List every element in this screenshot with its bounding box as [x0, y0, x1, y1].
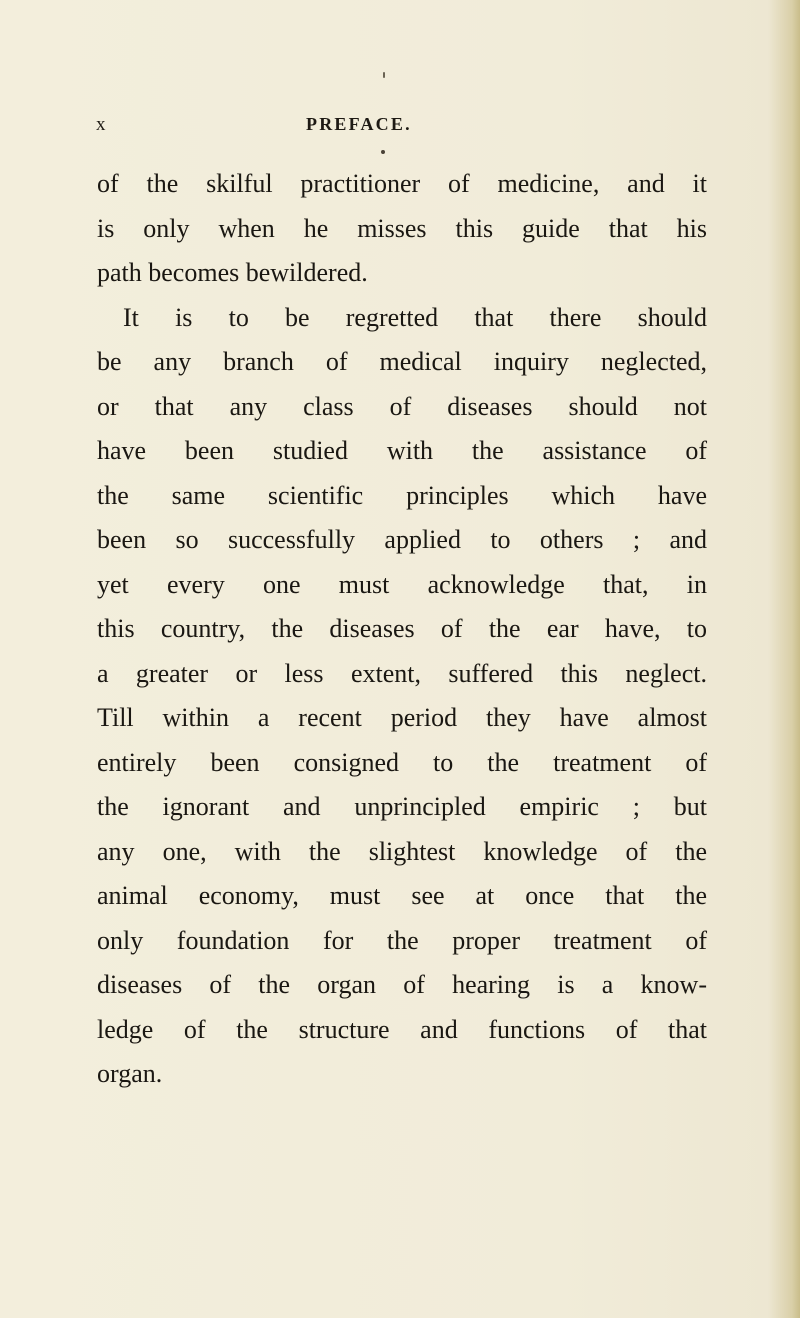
text-line: path becomes bewildered.	[97, 258, 368, 287]
text-line: animal economy, must see at once that the	[97, 881, 707, 910]
text-line: been so successfully applied to others ; and	[97, 525, 707, 554]
text-line: diseases of the organ of hearing is a know-	[97, 970, 707, 999]
text-line: a greater or less extent, suffered this neglect.	[97, 658, 707, 688]
text-line: be any branch of medical inquiry neglected,	[97, 347, 707, 376]
print-speck	[381, 150, 385, 154]
text-line: Till within a recent period they have almost	[97, 703, 707, 732]
text-line: It is to be regretted that there should	[123, 302, 707, 332]
page-number: x	[96, 114, 106, 135]
text-line: or that any class of diseases should not	[97, 391, 707, 421]
text-line: this country, the diseases of the ear have, to	[97, 614, 707, 643]
print-speck	[383, 72, 385, 78]
text-line: organ.	[97, 1059, 163, 1088]
text-line: yet every one must acknowledge that, in	[97, 569, 707, 599]
text-line: is only when he misses this guide that his	[97, 213, 707, 243]
text-line: of the skilful practitioner of medicine, and it	[97, 169, 707, 198]
running-title: PREFACE.	[306, 114, 412, 134]
text-line: any one, with the slightest knowledge of the	[97, 836, 707, 866]
text-line: the ignorant and unprincipled empiric ; but	[97, 792, 707, 821]
text-line: have been studied with the assistance of	[97, 436, 707, 465]
text-line: ledge of the structure and functions of that	[97, 1014, 707, 1044]
text-line: the same scientific principles which have	[97, 480, 707, 510]
body-text	[97, 162, 707, 1097]
running-head	[96, 114, 706, 142]
text-line: entirely been consigned to the treatment of	[97, 747, 707, 777]
text-line: only foundation for the proper treatment of	[97, 925, 707, 955]
